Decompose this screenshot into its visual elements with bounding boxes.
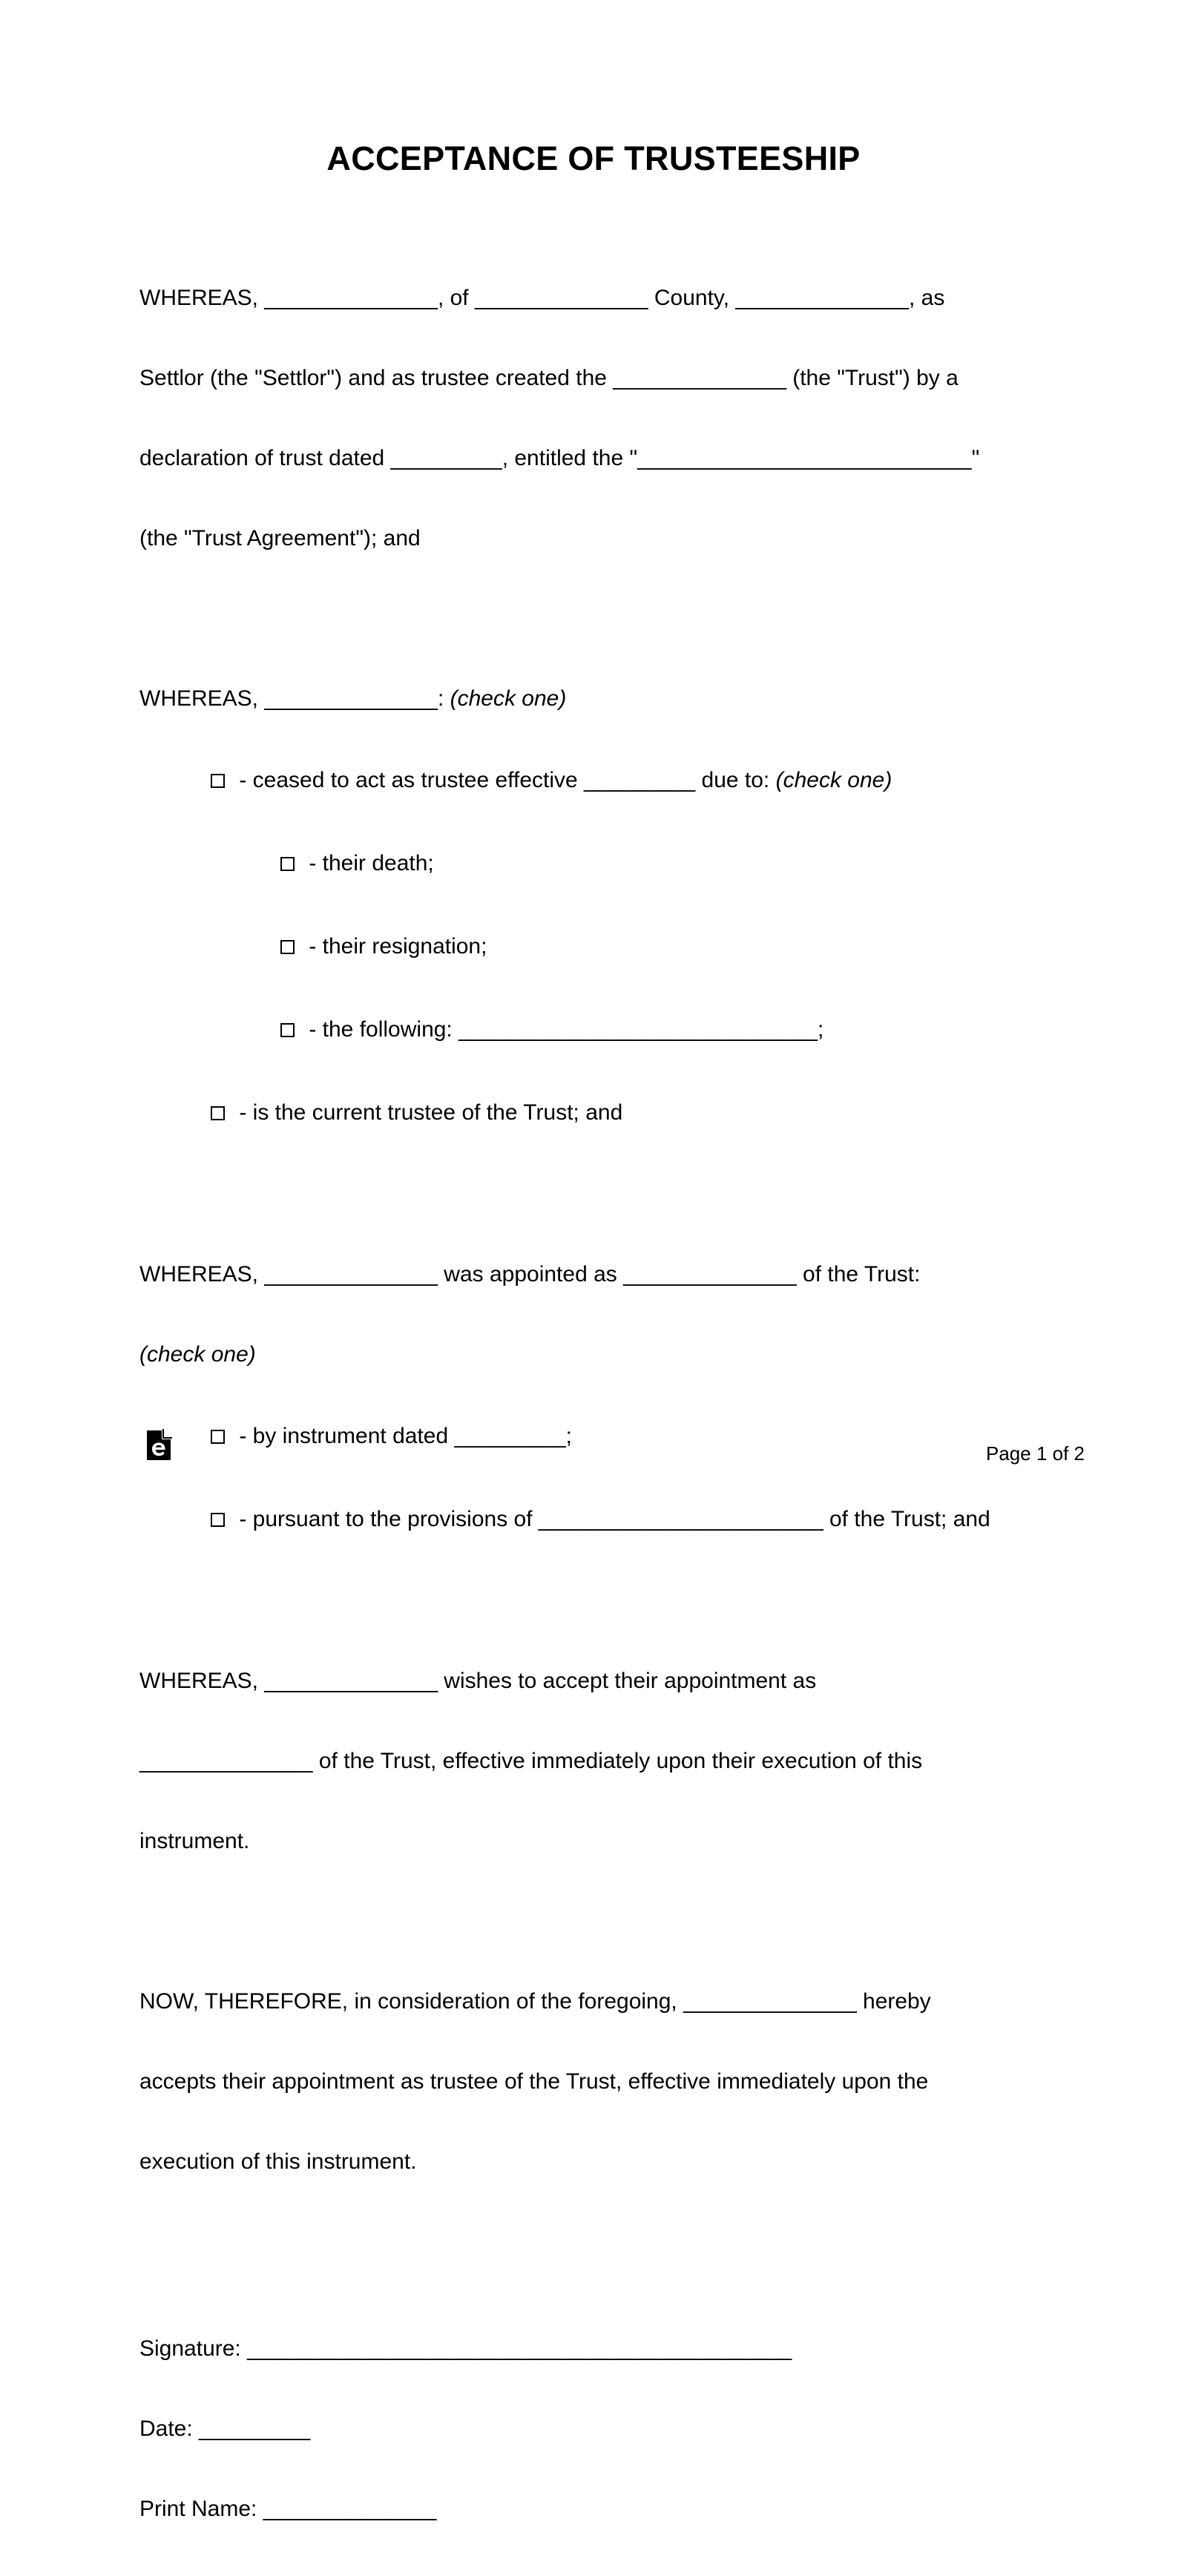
whereas-acceptance-paragraph xyxy=(139,1614,1074,1908)
option-their-death[interactable] xyxy=(139,849,1074,878)
checkbox-icon[interactable] xyxy=(211,1430,225,1444)
paragraph-line: NOW, THEREFORE, in consideration of the foregoing, ______________ hereby xyxy=(139,1989,931,2014)
option-label: - their death; xyxy=(303,851,434,875)
paragraph-line: instrument. xyxy=(139,1829,250,1853)
print-name-field[interactable]: Print Name: ______________ xyxy=(139,2497,437,2521)
paragraph-line: ______________ of the Trust, effective immediately upon their execution of this xyxy=(139,1749,923,1773)
date-field[interactable]: Date: _________ xyxy=(139,2416,311,2441)
check-one-note: (check one) xyxy=(139,1342,256,1367)
paragraph-line: WHEREAS, ______________ was appointed as ______________ of the Trust: xyxy=(139,1262,921,1287)
option-label: - is the current trustee of the Trust; and xyxy=(233,1100,623,1125)
checkbox-icon[interactable] xyxy=(280,857,295,871)
paragraph-line: WHEREAS, ______________, of ______________ County, ______________, as xyxy=(139,286,945,310)
paragraph-line: Settlor (the "Settlor") and as trustee created the ______________ (the "Trust") by a xyxy=(139,366,959,390)
paragraph-line xyxy=(139,686,1074,712)
option-label: - by instrument dated _________; xyxy=(233,1424,572,1448)
paragraph-line: execution of this instrument. xyxy=(139,2149,417,2174)
option-the-following[interactable] xyxy=(139,1015,1074,1045)
paragraph-text: WHEREAS, ______________: xyxy=(139,686,450,711)
paragraph-line: accepts their appointment as trustee of the Trust, effective immediately upon the xyxy=(139,2069,929,2094)
signature-block xyxy=(139,2282,1074,2576)
paragraph-line: declaration of trust dated _________, entitled the "___________________________" xyxy=(139,446,980,470)
option-ceased-to-act[interactable] xyxy=(139,766,1074,795)
whereas-appointment-paragraph xyxy=(139,1208,1074,1588)
option-their-resignation[interactable] xyxy=(139,932,1074,962)
check-one-note: (check one) xyxy=(775,768,892,792)
option-by-instrument[interactable] xyxy=(139,1422,1074,1451)
option-label: - pursuant to the provisions of _______________________ of the Trust; and xyxy=(233,1507,990,1531)
document-title: ACCEPTANCE OF TRUSTEESHIP xyxy=(326,139,861,177)
checkbox-icon[interactable] xyxy=(280,940,295,954)
whereas-settlor-paragraph xyxy=(139,231,1074,605)
page-number: Page 1 of 2 xyxy=(986,1442,1085,1465)
option-label: - their resignation; xyxy=(303,934,487,959)
now-therefore-paragraph xyxy=(139,1935,1074,2229)
option-pursuant-to-provisions[interactable] xyxy=(139,1505,1074,1534)
option-label: - the following: _____________________________; xyxy=(303,1017,824,1042)
checkbox-icon[interactable] xyxy=(211,1106,225,1120)
checkbox-icon[interactable] xyxy=(211,1513,225,1527)
checkbox-icon[interactable] xyxy=(280,1023,295,1037)
paragraph-line: (the "Trust Agreement"); and xyxy=(139,526,421,551)
document-body xyxy=(139,231,1074,2576)
option-label: - ceased to act as trustee effective _________ due to: xyxy=(233,768,776,792)
whereas-trustee-status-paragraph xyxy=(139,632,1074,1181)
option-current-trustee[interactable] xyxy=(139,1098,1074,1128)
eforms-logo-icon xyxy=(145,1426,172,1462)
checkbox-icon[interactable] xyxy=(211,774,225,788)
signature-field[interactable]: Signature: ____________________________________________ xyxy=(139,2336,792,2361)
paragraph-line: WHEREAS, ______________ wishes to accept their appointment as xyxy=(139,1669,817,1693)
check-one-note: (check one) xyxy=(450,686,567,711)
